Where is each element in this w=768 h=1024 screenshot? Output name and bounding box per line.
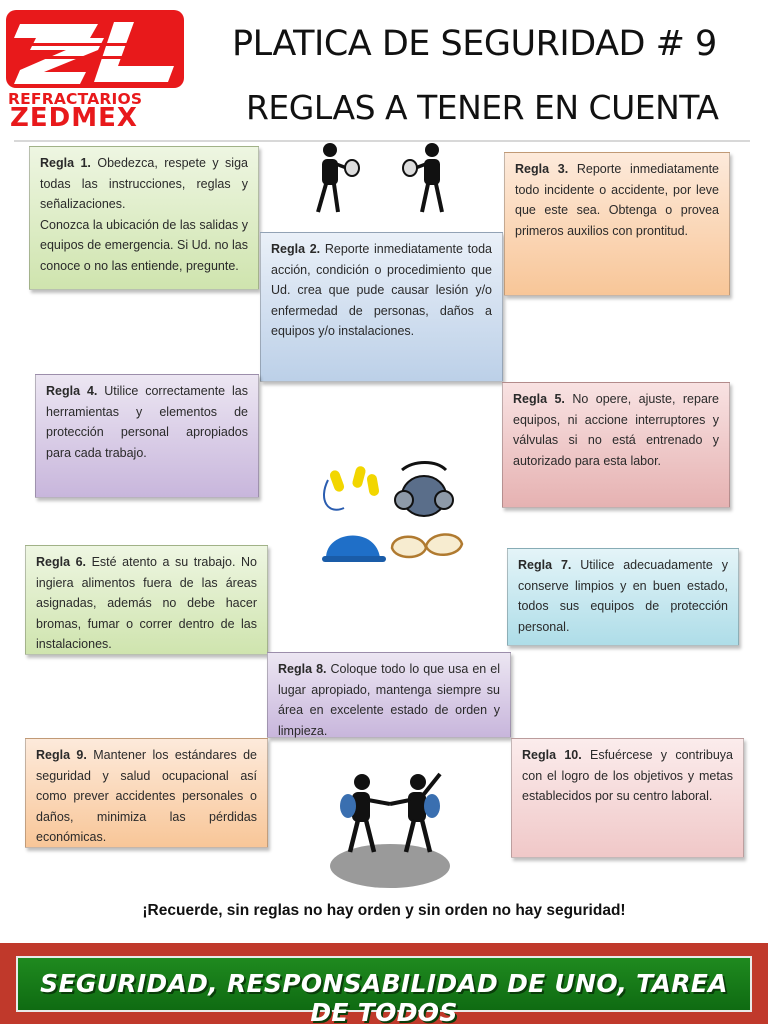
safety-reminder: ¡Recuerde, sin reglas no hay orden y sin orden no hay seguridad! [142, 902, 626, 919]
rule-2-text: Reporte inmediatamente toda acción, condición o procedimiento que Ud. crea que pude causar lesión y/o enfermedad de personas, daños a equipos y/o instalaciones. [271, 242, 492, 338]
zedmex-logo [6, 10, 184, 133]
zl-logo-mark-icon [6, 10, 184, 88]
rule-8-label: Regla 8. [278, 662, 327, 676]
rule-8-box [267, 652, 511, 738]
logo-line2: ZEDMEX [10, 103, 138, 133]
rule-2-box [260, 232, 503, 382]
rule-4-text: Utilice correctamente las herramientas y elementos de protección personal apropiados para cada trabajo. [46, 384, 249, 460]
rule-3-text: Reporte inmediatamente todo incidente o accidente, por leve que este sea. Obtenga o provea primeros auxilios con prontitud. [515, 162, 719, 238]
page-subtitle: REGLAS A TENER EN CUENTA [246, 88, 719, 127]
rule-10-text: Esfuércese y contribuya con el logro de los objetivos y metas establecidos por su centro laboral. [522, 748, 734, 803]
footer-slogan: SEGURIDAD, RESPONSABILIDAD DE UNO, TAREA DE TODOS [40, 969, 728, 1024]
rule-7-text: Utilice adecuadamente y conserve limpios y en buen estado, todos sus equipos de protección personal. [518, 558, 729, 634]
rule-5-text: No opere, ajuste, repare equipos, ni accione interruptores y válvulas si no está entrenado y autorizado para esta labor. [513, 392, 720, 468]
rule-1-label: Regla 1. [40, 156, 91, 170]
rule-8-text: Coloque todo lo que usa en el lugar apropiado, mantenga siempre su área en excelente estado de orden y limpieza. [278, 662, 500, 738]
logo-line1: REFRACTARIOS [8, 90, 143, 108]
rule-3-box [504, 152, 730, 296]
rule-1-text: Obedezca, respete y siga todas las instrucciones, reglas y señalizaciones. [40, 156, 248, 211]
rule-1-text-2: Conozca la ubicación de las salidas y equipos de emergencia. Si Ud. no las conoce o no las entiende, pregunte. [40, 217, 248, 273]
rule-3-label: Regla 3. [515, 162, 569, 176]
rule-10-label: Regla 10. [522, 748, 582, 762]
rule-7-label: Regla 7. [518, 558, 572, 572]
rule-2-label: Regla 2. [271, 242, 321, 256]
rule-1-box [29, 146, 259, 290]
footer-banner [16, 956, 752, 1024]
two-people-talking-icon [300, 140, 470, 218]
rule-7-box [507, 548, 739, 646]
handshake-people-icon [322, 768, 458, 888]
rule-5-box [502, 382, 730, 508]
rule-9-box [25, 738, 268, 848]
rule-6-text: Esté atento a su trabajo. No ingiera alimentos fuera de las áreas asignadas, además no debe hacer bromas, fumar o correr dentro de las instalaciones. [36, 555, 257, 651]
rule-4-label: Regla 4. [46, 384, 98, 398]
safety-equipment-icon [318, 460, 468, 572]
rule-9-text: Mantener los estándares de seguridad y salud ocupacional así como prever accidentes personales o daños, minimiza las pérdidas económicas. [36, 748, 258, 844]
page-title: PLATICA DE SEGURIDAD # 9 [232, 24, 717, 64]
rule-10-box [511, 738, 744, 858]
rule-6-label: Regla 6. [36, 555, 87, 569]
rule-9-label: Regla 9. [36, 748, 87, 762]
rule-5-label: Regla 5. [513, 392, 565, 406]
rule-4-box [35, 374, 259, 498]
rule-6-box [25, 545, 268, 655]
